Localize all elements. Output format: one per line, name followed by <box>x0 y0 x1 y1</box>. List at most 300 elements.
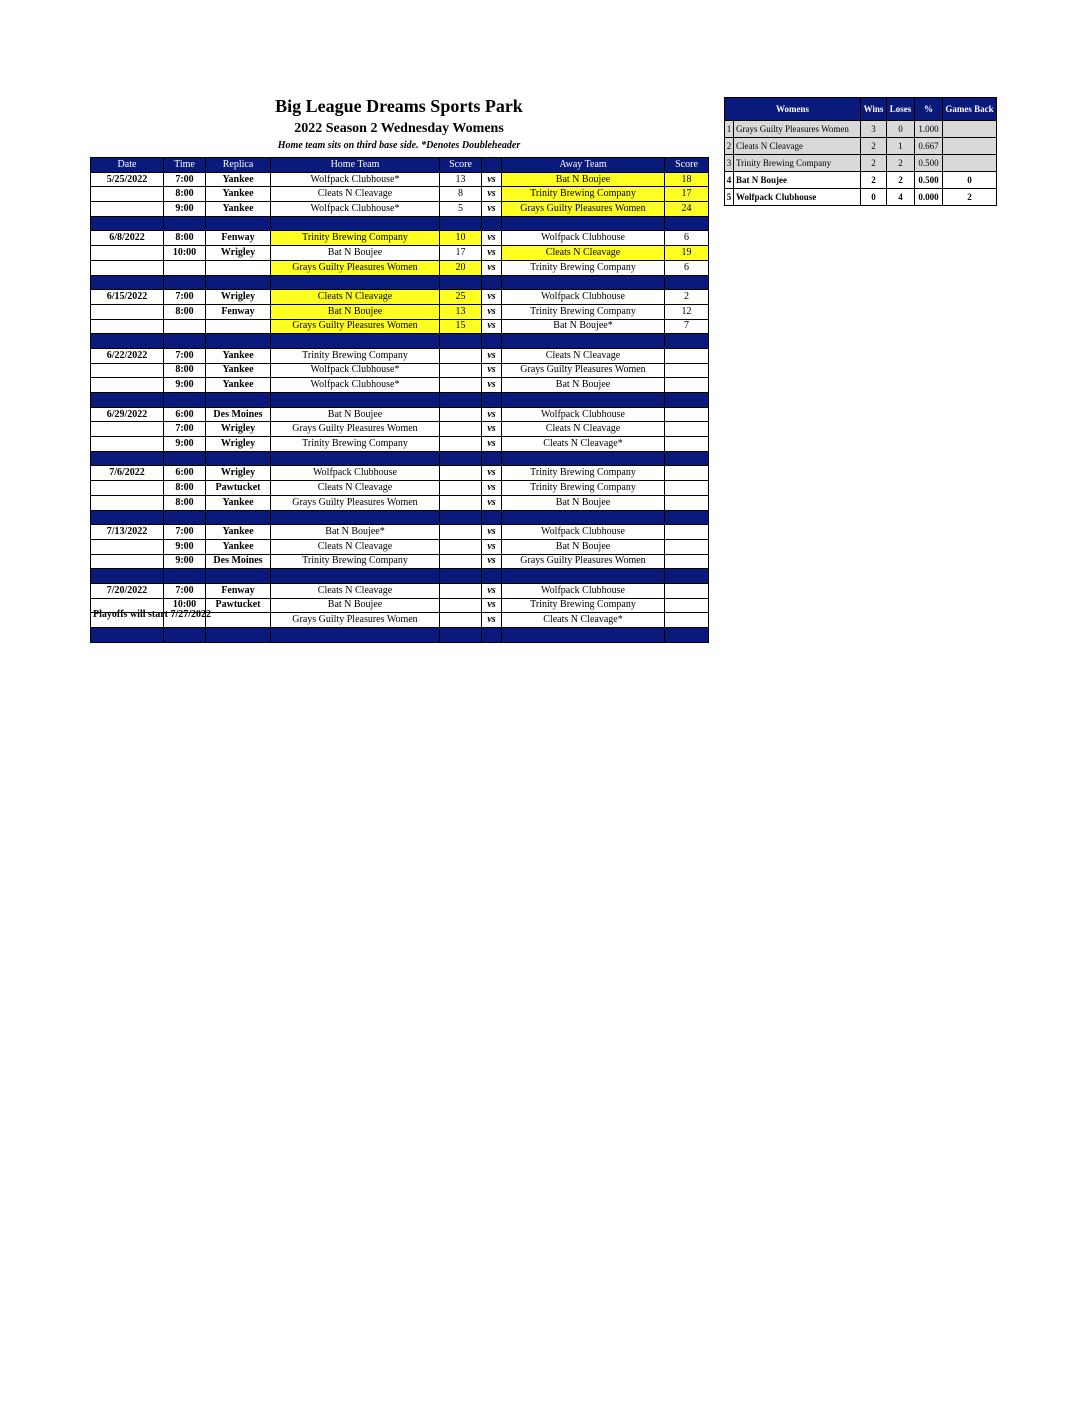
separator-cell <box>440 510 482 525</box>
time-cell: 6:00 <box>164 466 206 481</box>
separator-cell <box>164 628 206 643</box>
separator-cell <box>206 451 271 466</box>
away-team-cell: Bat N Boujee <box>502 539 665 554</box>
standings-rank-cell: 1 <box>725 121 734 138</box>
separator-cell <box>440 628 482 643</box>
replica-cell: Yankee <box>206 525 271 540</box>
home-score-cell <box>440 525 482 540</box>
standings-wins-cell: 3 <box>861 121 887 138</box>
separator-cell <box>502 510 665 525</box>
replica-cell: Fenway <box>206 583 271 598</box>
separator-cell <box>271 510 440 525</box>
standings-games-back-cell: 0 <box>943 172 997 189</box>
home-score-cell <box>440 407 482 422</box>
home-score-cell <box>440 583 482 598</box>
separator-cell <box>440 216 482 231</box>
home-score-cell <box>440 348 482 363</box>
away-score-cell <box>665 348 709 363</box>
table-row <box>91 525 709 540</box>
time-cell: 6:00 <box>164 407 206 422</box>
away-score-cell: 24 <box>665 202 709 217</box>
separator-cell <box>440 451 482 466</box>
time-cell: 8:00 <box>164 363 206 378</box>
separator-cell <box>164 510 206 525</box>
away-team-cell: Wolfpack Clubhouse <box>502 407 665 422</box>
replica-cell: Yankee <box>206 202 271 217</box>
separator-cell <box>482 275 502 290</box>
away-score-cell <box>665 437 709 452</box>
home-score-cell <box>440 437 482 452</box>
header-replica: Replica <box>206 158 271 173</box>
vs-cell: vs <box>482 187 502 202</box>
away-score-cell <box>665 422 709 437</box>
table-row <box>91 348 709 363</box>
date-cell <box>91 363 164 378</box>
away-score-cell: 6 <box>665 231 709 246</box>
away-team-cell: Grays Guilty Pleasures Women <box>502 554 665 569</box>
away-team-cell: Wolfpack Clubhouse <box>502 231 665 246</box>
separator-cell <box>271 393 440 408</box>
table-row <box>91 422 709 437</box>
date-cell: 7/13/2022 <box>91 525 164 540</box>
away-team-cell: Trinity Brewing Company <box>502 466 665 481</box>
separator-cell <box>91 334 164 349</box>
date-cell: 6/29/2022 <box>91 407 164 422</box>
vs-cell: vs <box>482 246 502 261</box>
replica-cell: Pawtucket <box>206 598 271 613</box>
standings-rank-cell: 2 <box>725 138 734 155</box>
table-row <box>91 260 709 275</box>
home-score-cell: 13 <box>440 304 482 319</box>
home-score-cell: 17 <box>440 246 482 261</box>
replica-cell: Pawtucket <box>206 481 271 496</box>
date-cell <box>91 202 164 217</box>
separator-cell <box>164 275 206 290</box>
schedule-header-row <box>91 158 709 173</box>
header-home-team: Home Team <box>271 158 440 173</box>
away-team-cell: Grays Guilty Pleasures Women <box>502 363 665 378</box>
time-cell <box>164 319 206 334</box>
standings-team-cell: Wolfpack Clubhouse <box>734 189 861 206</box>
separator-cell <box>440 275 482 290</box>
separator-cell <box>502 628 665 643</box>
table-row <box>91 378 709 393</box>
separator-cell <box>206 510 271 525</box>
replica-cell: Wrigley <box>206 246 271 261</box>
home-score-cell <box>440 422 482 437</box>
replica-cell: Yankee <box>206 495 271 510</box>
replica-cell: Wrigley <box>206 466 271 481</box>
time-cell: 8:00 <box>164 304 206 319</box>
standings-games-back-cell: 2 <box>943 189 997 206</box>
home-team-cell: Wolfpack Clubhouse* <box>271 202 440 217</box>
away-team-cell: Wolfpack Clubhouse <box>502 290 665 305</box>
replica-cell <box>206 613 271 628</box>
home-score-cell <box>440 554 482 569</box>
separator-cell <box>164 569 206 584</box>
away-team-cell: Grays Guilty Pleasures Women <box>502 202 665 217</box>
home-score-cell <box>440 481 482 496</box>
table-row <box>91 202 709 217</box>
standings-team-cell: Trinity Brewing Company <box>734 155 861 172</box>
home-score-cell: 13 <box>440 172 482 187</box>
separator-cell <box>502 393 665 408</box>
away-score-cell: 17 <box>665 187 709 202</box>
time-cell: 7:00 <box>164 172 206 187</box>
home-team-cell: Grays Guilty Pleasures Women <box>271 495 440 510</box>
standings-pct-cell: 0.667 <box>915 138 943 155</box>
time-cell: 8:00 <box>164 495 206 510</box>
home-score-cell <box>440 378 482 393</box>
away-score-cell <box>665 554 709 569</box>
vs-cell: vs <box>482 525 502 540</box>
away-score-cell <box>665 378 709 393</box>
week-separator-row <box>91 451 709 466</box>
date-cell <box>91 481 164 496</box>
separator-cell <box>271 334 440 349</box>
away-team-cell: Trinity Brewing Company <box>502 260 665 275</box>
home-team-cell: Trinity Brewing Company <box>271 554 440 569</box>
away-team-cell: Trinity Brewing Company <box>502 598 665 613</box>
week-separator-row <box>91 393 709 408</box>
home-score-cell <box>440 495 482 510</box>
home-team-cell: Grays Guilty Pleasures Women <box>271 613 440 628</box>
away-score-cell <box>665 481 709 496</box>
separator-cell <box>91 275 164 290</box>
away-team-cell: Trinity Brewing Company <box>502 304 665 319</box>
away-team-cell: Cleats N Cleavage <box>502 422 665 437</box>
separator-cell <box>164 393 206 408</box>
separator-cell <box>206 275 271 290</box>
date-cell <box>91 378 164 393</box>
time-cell: 8:00 <box>164 187 206 202</box>
replica-cell: Yankee <box>206 378 271 393</box>
vs-cell: vs <box>482 554 502 569</box>
separator-cell <box>665 334 709 349</box>
home-team-cell: Wolfpack Clubhouse* <box>271 378 440 393</box>
away-score-cell: 18 <box>665 172 709 187</box>
time-cell: 8:00 <box>164 231 206 246</box>
date-cell <box>91 319 164 334</box>
home-team-cell: Trinity Brewing Company <box>271 348 440 363</box>
home-team-cell: Trinity Brewing Company <box>271 437 440 452</box>
table-row <box>91 466 709 481</box>
standings-header-games-back: Games Back <box>943 98 997 121</box>
separator-cell <box>206 628 271 643</box>
home-score-cell <box>440 598 482 613</box>
separator-cell <box>665 275 709 290</box>
separator-cell <box>91 628 164 643</box>
vs-cell: vs <box>482 437 502 452</box>
home-score-cell: 15 <box>440 319 482 334</box>
separator-cell <box>440 334 482 349</box>
separator-cell <box>164 216 206 231</box>
table-row <box>91 407 709 422</box>
time-cell: 7:00 <box>164 422 206 437</box>
away-score-cell: 12 <box>665 304 709 319</box>
standings-header-row <box>725 98 997 121</box>
home-team-cell: Cleats N Cleavage <box>271 583 440 598</box>
home-team-cell: Cleats N Cleavage <box>271 481 440 496</box>
vs-cell: vs <box>482 304 502 319</box>
replica-cell: Yankee <box>206 348 271 363</box>
separator-cell <box>502 275 665 290</box>
date-cell: 5/25/2022 <box>91 172 164 187</box>
table-row <box>91 554 709 569</box>
vs-cell: vs <box>482 481 502 496</box>
away-score-cell: 6 <box>665 260 709 275</box>
table-row <box>91 304 709 319</box>
vs-cell: vs <box>482 231 502 246</box>
date-cell <box>91 260 164 275</box>
separator-cell <box>502 451 665 466</box>
date-cell <box>91 554 164 569</box>
away-team-cell: Bat N Boujee <box>502 172 665 187</box>
home-team-cell: Bat N Boujee <box>271 598 440 613</box>
week-separator-row <box>91 216 709 231</box>
date-cell: 6/8/2022 <box>91 231 164 246</box>
replica-cell: Yankee <box>206 187 271 202</box>
date-cell <box>91 437 164 452</box>
home-score-cell: 8 <box>440 187 482 202</box>
vs-cell: vs <box>482 363 502 378</box>
table-row <box>725 121 997 138</box>
standings-pct-cell: 0.500 <box>915 172 943 189</box>
separator-cell <box>164 334 206 349</box>
separator-cell <box>502 334 665 349</box>
separator-cell <box>665 628 709 643</box>
separator-cell <box>271 275 440 290</box>
away-team-cell: Wolfpack Clubhouse <box>502 525 665 540</box>
separator-cell <box>206 569 271 584</box>
separator-cell <box>665 393 709 408</box>
time-cell <box>164 260 206 275</box>
away-score-cell: 2 <box>665 290 709 305</box>
away-score-cell <box>665 539 709 554</box>
away-team-cell: Bat N Boujee <box>502 378 665 393</box>
separator-cell <box>91 216 164 231</box>
standings-header-loses: Loses <box>887 98 915 121</box>
separator-cell <box>665 451 709 466</box>
table-row <box>91 187 709 202</box>
separator-cell <box>502 216 665 231</box>
separator-cell <box>440 393 482 408</box>
standings-wins-cell: 0 <box>861 189 887 206</box>
separator-cell <box>665 569 709 584</box>
schedule-table <box>90 157 709 643</box>
time-cell: 10:00 <box>164 246 206 261</box>
separator-cell <box>482 628 502 643</box>
page-title: Big League Dreams Sports Park <box>275 96 523 116</box>
standings-team-cell: Bat N Boujee <box>734 172 861 189</box>
separator-cell <box>206 334 271 349</box>
home-team-cell: Cleats N Cleavage <box>271 290 440 305</box>
home-team-cell: Bat N Boujee <box>271 304 440 319</box>
away-score-cell <box>665 495 709 510</box>
time-cell: 7:00 <box>164 290 206 305</box>
header-home-score: Score <box>440 158 482 173</box>
away-team-cell: Trinity Brewing Company <box>502 481 665 496</box>
schedule-note: Home team sits on third base side. *Denotes Doubleheader <box>277 140 521 151</box>
away-team-cell: Cleats N Cleavage <box>502 348 665 363</box>
time-cell: 7:00 <box>164 348 206 363</box>
standings-table <box>724 97 997 206</box>
home-score-cell: 10 <box>440 231 482 246</box>
standings-games-back-cell <box>943 155 997 172</box>
away-team-cell: Cleats N Cleavage* <box>502 613 665 628</box>
standings-rank-cell: 4 <box>725 172 734 189</box>
table-row <box>91 246 709 261</box>
date-cell <box>91 495 164 510</box>
separator-cell <box>482 510 502 525</box>
separator-cell <box>440 569 482 584</box>
standings-wins-cell: 2 <box>861 155 887 172</box>
week-separator-row <box>91 569 709 584</box>
table-row <box>91 319 709 334</box>
table-row <box>91 539 709 554</box>
away-score-cell <box>665 598 709 613</box>
vs-cell: vs <box>482 348 502 363</box>
away-score-cell: 19 <box>665 246 709 261</box>
playoffs-note: Playoffs will start 7/27/2022 <box>93 609 212 620</box>
date-cell: 7/20/2022 <box>91 583 164 598</box>
away-team-cell: Bat N Boujee <box>502 495 665 510</box>
separator-cell <box>482 569 502 584</box>
vs-cell: vs <box>482 466 502 481</box>
away-score-cell: 7 <box>665 319 709 334</box>
standings-pct-cell: 0.000 <box>915 189 943 206</box>
standings-header-wins: Wins <box>861 98 887 121</box>
date-cell <box>91 187 164 202</box>
replica-cell: Wrigley <box>206 437 271 452</box>
home-team-cell: Cleats N Cleavage <box>271 187 440 202</box>
vs-cell: vs <box>482 613 502 628</box>
table-row <box>91 172 709 187</box>
table-row <box>91 583 709 598</box>
replica-cell: Wrigley <box>206 290 271 305</box>
standings-team-cell: Cleats N Cleavage <box>734 138 861 155</box>
standings-loses-cell: 4 <box>887 189 915 206</box>
standings-wins-cell: 2 <box>861 172 887 189</box>
time-cell: 9:00 <box>164 202 206 217</box>
time-cell: 9:00 <box>164 554 206 569</box>
separator-cell <box>271 628 440 643</box>
standings-wins-cell: 2 <box>861 138 887 155</box>
table-row <box>725 138 997 155</box>
standings-body <box>725 121 997 206</box>
vs-cell: vs <box>482 172 502 187</box>
vs-cell: vs <box>482 598 502 613</box>
home-team-cell: Grays Guilty Pleasures Women <box>271 319 440 334</box>
standings-loses-cell: 2 <box>887 172 915 189</box>
separator-cell <box>665 216 709 231</box>
away-score-cell <box>665 583 709 598</box>
standings-team-cell: Grays Guilty Pleasures Women <box>734 121 861 138</box>
standings-header-pct: % <box>915 98 943 121</box>
time-cell: 9:00 <box>164 539 206 554</box>
home-team-cell: Bat N Boujee <box>271 246 440 261</box>
away-team-cell: Bat N Boujee* <box>502 319 665 334</box>
vs-cell: vs <box>482 378 502 393</box>
time-cell: 8:00 <box>164 481 206 496</box>
replica-cell: Des Moines <box>206 554 271 569</box>
schedule-body <box>91 172 709 642</box>
home-score-cell <box>440 363 482 378</box>
vs-cell: vs <box>482 290 502 305</box>
date-cell <box>91 304 164 319</box>
replica-cell: Fenway <box>206 304 271 319</box>
away-score-cell <box>665 466 709 481</box>
home-team-cell: Trinity Brewing Company <box>271 231 440 246</box>
table-row <box>91 290 709 305</box>
away-score-cell <box>665 407 709 422</box>
standings-games-back-cell <box>943 138 997 155</box>
header-time: Time <box>164 158 206 173</box>
replica-cell: Des Moines <box>206 407 271 422</box>
separator-cell <box>91 569 164 584</box>
header-date: Date <box>91 158 164 173</box>
replica-cell <box>206 260 271 275</box>
standings-games-back-cell <box>943 121 997 138</box>
home-team-cell: Bat N Boujee* <box>271 525 440 540</box>
date-cell <box>91 539 164 554</box>
time-cell: 9:00 <box>164 437 206 452</box>
standings-rank-cell: 5 <box>725 189 734 206</box>
separator-cell <box>164 451 206 466</box>
week-separator-row <box>91 275 709 290</box>
time-cell: 7:00 <box>164 583 206 598</box>
vs-cell: vs <box>482 319 502 334</box>
header-away-team: Away Team <box>502 158 665 173</box>
away-team-cell: Cleats N Cleavage <box>502 246 665 261</box>
replica-cell: Yankee <box>206 363 271 378</box>
header-vs <box>482 158 502 173</box>
date-cell <box>91 246 164 261</box>
separator-cell <box>91 510 164 525</box>
table-row <box>91 363 709 378</box>
replica-cell: Wrigley <box>206 422 271 437</box>
vs-cell: vs <box>482 495 502 510</box>
page-subtitle: 2022 Season 2 Wednesday Womens <box>294 121 504 136</box>
replica-cell: Yankee <box>206 539 271 554</box>
home-score-cell: 20 <box>440 260 482 275</box>
vs-cell: vs <box>482 202 502 217</box>
vs-cell: vs <box>482 422 502 437</box>
week-separator-row <box>91 334 709 349</box>
separator-cell <box>482 451 502 466</box>
replica-cell: Fenway <box>206 231 271 246</box>
separator-cell <box>482 334 502 349</box>
vs-cell: vs <box>482 407 502 422</box>
standings-loses-cell: 1 <box>887 138 915 155</box>
standings-pct-cell: 0.500 <box>915 155 943 172</box>
away-score-cell <box>665 613 709 628</box>
week-separator-row <box>91 628 709 643</box>
time-cell: 7:00 <box>164 525 206 540</box>
table-row <box>725 155 997 172</box>
time-cell: 9:00 <box>164 378 206 393</box>
away-score-cell <box>665 525 709 540</box>
time-cell: 10:00 <box>164 598 206 613</box>
standings-loses-cell: 0 <box>887 121 915 138</box>
away-score-cell <box>665 363 709 378</box>
home-team-cell: Grays Guilty Pleasures Women <box>271 422 440 437</box>
home-team-cell: Grays Guilty Pleasures Women <box>271 260 440 275</box>
standings-pct-cell: 1.000 <box>915 121 943 138</box>
separator-cell <box>271 569 440 584</box>
separator-cell <box>665 510 709 525</box>
table-row <box>91 437 709 452</box>
